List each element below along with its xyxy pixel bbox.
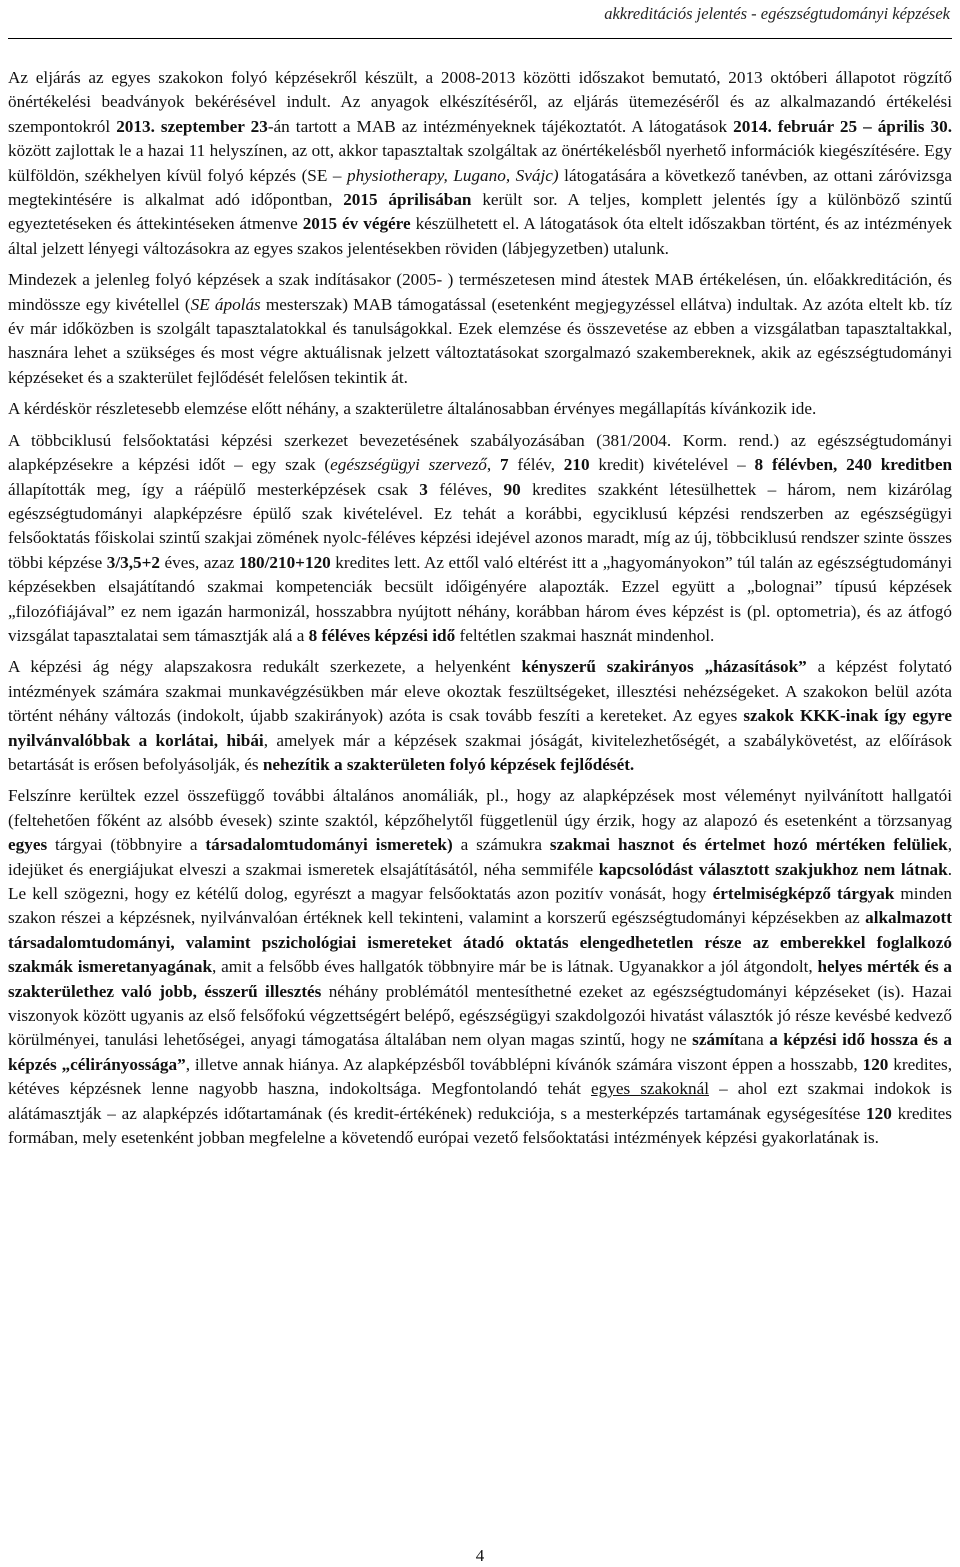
italic-text: egészségügyi szervező: [330, 455, 487, 475]
bold-text: 2013. szeptember 23: [116, 116, 268, 136]
body-text: A többciklusú felsőoktatási képzési szerkezet bevezetésének szabályozásában (381/2004. Korm. rend.) az egészségtudományi alapképzésekre a képzési időt – egy szak (: [8, 430, 952, 475]
body-text: néhány problémától mentesíthetné ezeket az egészségtudományi képzéseket (is). Hazai viszonyok között ugyanis az első felsőfokú végzettségért belépő, egészségügyi szakdolgozói hivatást választók jó része kevésbé kedvező körülményei, tanulási lehetőségei, anyagi támogatása általában nem olyan magas szintű, hogy ne: [8, 981, 952, 1050]
bold-text: 180/210+120: [238, 552, 331, 572]
bold-text: nehezítik a szakterületen folyó képzések fejlődését.: [262, 754, 635, 774]
bold-text: 120: [862, 1054, 889, 1074]
bold-text: a képzési idő hossza és a képzés „célirányossága”: [8, 1030, 952, 1074]
header-rule: [8, 38, 952, 39]
body-text: került sor. A teljes, komplett jelentés így a különböző szintű egyeztetéseken és áttekintéseken átmenve: [8, 190, 952, 234]
body-text: a képzést folytató intézmények számára szakmai munkavégzésükben már eleve okoztak feszültségeket, illesztési nehézségeket. A szakokon belül azóta történt néhány változás (indokolt, újabb szakirányok) azóta is csak tovább feszíti a kereteket. Az egyes: [8, 657, 952, 726]
paragraph: [8, 655, 952, 777]
body-text: , illetve annak hiánya. Az alapképzésből továbblépni kívánók számára viszont éppen a hosszabb,: [185, 1054, 863, 1074]
paragraph: [8, 784, 952, 1150]
bold-text: 7: [500, 455, 509, 475]
body-text: , amit a felsőbb éves hallgatók többnyire már be is látnak. Ugyanakkor a jól átgondolt,: [212, 957, 818, 977]
bold-text: 8 féléves képzési idő: [308, 625, 456, 645]
body-text: kredites szakként létesülhettek – három, nem kizárólag egészségtudományi alapképzésre épülő szak kivételével. Ez tehát a korábbi, egyciklusú képzési rendszerben az egészségügyi felsőoktatás főiskolai szintű szakjai zömének nyolc-féléves képzési idejével azonos maradt, míg az új, többciklusú rendszer szinte összes többi képzése: [8, 479, 952, 572]
bold-text: számít: [692, 1030, 740, 1050]
bold-text: 120: [866, 1103, 892, 1123]
body-text: -án tartott a MAB az intézményeknek tájékoztatót. A látogatások: [267, 116, 734, 136]
body-text: készülhetett el. A látogatások óta eltelt időszakban történt, és az intézmények által jelzett lényegi változásokra az egyes szakos jelentésekben röviden (lábjegyzetben) utalunk.: [8, 214, 952, 258]
body-text: féléves,: [427, 479, 504, 499]
body-text: Az eljárás az egyes szakokon folyó képzésekről készült, a 2008-2013 közötti időszakot bemutató, 2013 októberi állapotot rögzítő önértékelési beadványok bekérésével indult. Az anyagok elkészítéséről, az eljárás ütemezéséről és az alkalmazandó értékelési szempontokról: [8, 68, 952, 136]
body-text: kredites lett. Az ettől való eltérést itt a „hagyományokon” túl talán az egészségtudományi képzésekben elsajátítandó szakmai kompetenciák becsült időigényére alapozták. Ezzel együtt a „bolognai” típusú képzések „filozófiájával” ez nem igazán harmonizál, hosszabbra nyújtott néhány, korábban három éves képzést is (pl. optometria), és az átfogó vizsgálat tapasztalatai sem támasztják alá a: [8, 552, 952, 645]
paragraph: [8, 429, 952, 649]
bold-text: 8 félévben, 240 kreditben: [754, 455, 953, 475]
body-text: Felszínre kerültek ezzel összefüggő további általános anomáliák, pl., hogy az alapképzések most véleményt nyilvánított hallgatói (feltehetően főként az alsóbb évesek) szinte szaktól, képzőhelytől függetlenül úgy érzik, hogy az alapozó és esetenként a törzsanyag: [8, 786, 952, 830]
bold-text: 2015 év végére: [302, 214, 411, 234]
body-text: tárgyai (többnyire a: [47, 835, 206, 855]
body-text: félév,: [508, 455, 564, 475]
bold-text: egyes: [8, 835, 48, 855]
bold-text: 3/3,5+2: [106, 552, 160, 572]
body-text: minden szakon részei a képzésnek, nyilvánvalóan értéknek kell tekinteni, valamint a korszerű egészségtudományi képzésekben az: [8, 884, 952, 928]
bold-text: alkalmazott társadalomtudományi, valamint pszichológiai ismereteket átadó oktatás elengedhetetlen része az emberekkel foglalkozó szakmák ismeretanyagának: [8, 908, 952, 977]
bold-text: helyes mérték és a szakterülethez való jobb, ésszerű illesztés: [8, 957, 952, 1001]
body-text: állapították meg, így a ráépülő mesterképzések csak: [8, 479, 420, 499]
paragraph: [8, 268, 952, 390]
body-text: , amelyek már a képzések szakmai jóságát, kivitelezhetőségét, a szabálykövetést, az előírások betartását is erősen befolyásolják, és: [8, 730, 952, 774]
body-text: között zajlottak le a hazai 11 helyszínen, az ott, akkor tapasztaltak szolgáltak az önértékelésből nyerhető információk kiegészítésére. Egy külföldön, székhelyen kívül folyó képzés (SE –: [8, 141, 952, 185]
body-text: mesterszak) MAB támogatással (esetenként megjegyzéssel ellátva) indultak. Az azóta eltelt kb. tíz év már időközben is szolgált tapasztalatokkal és tanulságokkal. Ezek elemzése és összevetése az ebben a vizsgálatban tapasztaltakkal, hasznára lehet a szükséges és most végre aktuálisnak jelzett változtatásokat szorgalmazó szakembereknek, akik az egészségtudományi képzéseket és a szakterület fejlődését felelősen tekintik át.: [8, 294, 952, 387]
body-text: – ahol ezt szakmai indokok is alátámasztják – az alapképzés időtartamának (és kredit-értékének) redukciója, s a mesterképzés tartamának egységesítése: [8, 1079, 952, 1123]
bold-text: 3: [419, 479, 428, 499]
body-text: ana: [739, 1030, 770, 1050]
paragraph: [8, 66, 952, 261]
underlined-text: egyes szakoknál: [591, 1079, 709, 1099]
italic-text: physiotherapy, Lugano, Svájc): [347, 165, 559, 185]
body-text: kredites, kétéves képzésnek lenne nagyobb haszna, indokoltsága. Megfontolandó tehát: [8, 1054, 952, 1099]
bold-text: értelmiségképző tárgyak: [712, 884, 895, 903]
page-number: 4: [475, 1546, 485, 1565]
body-text: éves, azaz: [159, 552, 239, 572]
bold-text: társadalomtudományi ismeretek): [205, 835, 453, 855]
bold-text: kapcsolódást választott szakjukhoz nem látnak: [598, 859, 948, 879]
bold-text: szakmai hasznot és értelmet hozó mértéken felüliek: [549, 835, 948, 855]
body-text: látogatására a következő tanévben, az ottani záróvizsga megtekintésére is alkalmat adó időpontban,: [8, 165, 952, 210]
body-text: ,: [486, 455, 501, 475]
document-body: [8, 66, 952, 1157]
body-text: kredit) kivételével –: [589, 455, 755, 475]
running-header: akkreditációs jelentés - egészségtudományi képzések: [604, 4, 950, 23]
bold-text: 2015 áprilisában: [343, 190, 472, 210]
body-text: a számukra: [452, 835, 550, 855]
body-text: feltétlen szakmai hasznát mindenhol.: [455, 625, 715, 645]
bold-text: 210: [563, 455, 590, 475]
body-text: A képzési ág négy alapszakosra redukált szerkezete, a helyenként: [8, 657, 522, 677]
italic-text: SE ápolás: [190, 294, 261, 314]
body-text: , idejüket és energiájukat elveszi a szakmai ismeretek elsajátításától, néha semmiféle: [8, 835, 952, 879]
bold-text: 2014. február 25 – április 30.: [733, 116, 953, 136]
bold-text: kényszerű szakirányos „házasítások”: [521, 657, 807, 677]
bold-text: szakok KKK-inak így egyre nyilvánvalóbbak a korlátai, hibái: [8, 706, 952, 750]
body-text: A kérdéskör részletesebb elemzése előtt néhány, a szakterületre általánosabban érvényes megállapítás kívánkozik ide.: [8, 399, 817, 419]
body-text: kredites formában, mely esetenként jobban megfelelne a követendő európai vezető felsőoktatási intézmények képzési gyakorlatának is.: [8, 1103, 952, 1148]
paragraph: [8, 397, 952, 421]
body-text: Mindezek a jelenleg folyó képzések a szak indításakor (2005- ) természetesen mind átestek MAB értékelésen, ún. előakkreditáción, és mindössze egy kivétellel (: [8, 270, 952, 314]
bold-text: 90: [503, 479, 521, 499]
body-text: . Le kell szögezni, hogy ez kétélű dolog, egyrészt a magyar felsőoktatás azon pozitív vonását, hogy: [8, 859, 952, 903]
